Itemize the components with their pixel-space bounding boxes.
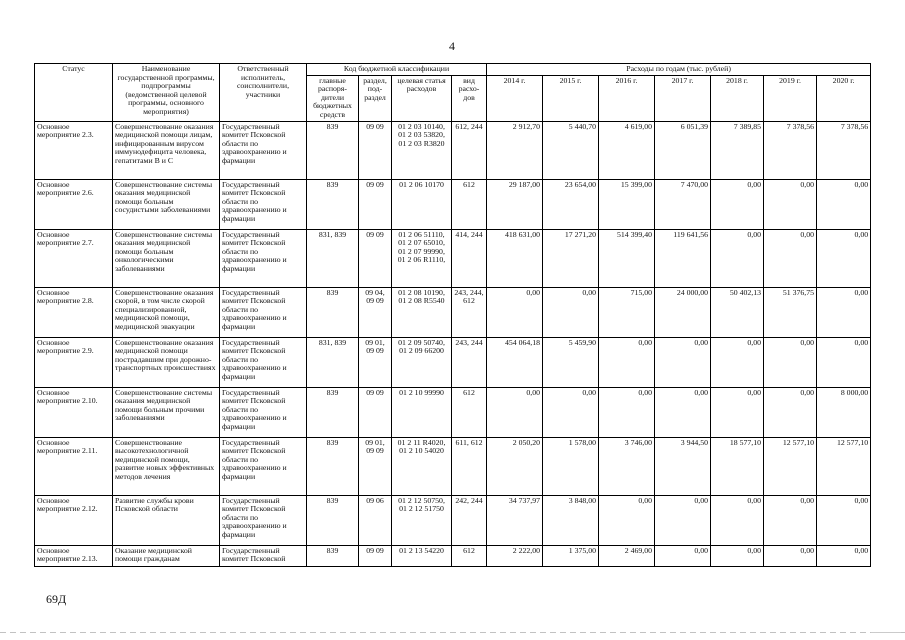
cell-2020: 0,00 <box>817 337 871 387</box>
header-section: раздел, под-раздел <box>359 75 392 121</box>
cell-grbs: 839 <box>307 121 359 179</box>
cell-name: Совершенствование системы оказания медицинской помощи больным прочими заболеваниями <box>113 387 220 437</box>
cell-2017: 119 641,56 <box>655 229 711 287</box>
table-row <box>35 437 871 495</box>
cell-2017: 0,00 <box>655 495 711 545</box>
table-row <box>35 229 871 287</box>
cell-2020: 0,00 <box>817 495 871 545</box>
cell-2017: 3 944,50 <box>655 437 711 495</box>
cell-2019: 7 378,56 <box>764 121 817 179</box>
table-row <box>35 495 871 545</box>
header-status: Статус <box>35 64 113 122</box>
footer-mark: 69Д <box>46 592 67 606</box>
cell-2018: 0,00 <box>711 229 764 287</box>
header-budget-code: Код бюджетной классификации <box>307 64 487 76</box>
table-row <box>35 121 871 179</box>
cell-2019: 0,00 <box>764 179 817 229</box>
header-year: 2017 г. <box>655 75 711 121</box>
cell-grbs: 831, 839 <box>307 229 359 287</box>
cell-2018: 0,00 <box>711 495 764 545</box>
cell-grbs: 839 <box>307 387 359 437</box>
cell-type: 612 <box>452 545 487 566</box>
cell-grbs: 839 <box>307 437 359 495</box>
cell-name: Оказание медицинской помощи гражданам <box>113 545 220 566</box>
cell-2018: 0,00 <box>711 387 764 437</box>
cell-target: 01 2 08 10190, 01 2 08 R5540 <box>392 287 452 337</box>
table-row <box>35 179 871 229</box>
cell-target: 01 2 09 50740, 01 2 09 66200 <box>392 337 452 387</box>
cell-target: 01 2 11 R4020, 01 2 10 54020 <box>392 437 452 495</box>
cell-2020: 8 000,00 <box>817 387 871 437</box>
page-number: 4 <box>449 39 455 53</box>
cell-2018: 7 389,85 <box>711 121 764 179</box>
cell-status: Основное мероприятие 2.7. <box>35 229 113 287</box>
cell-section: 09 04, 09 09 <box>359 287 392 337</box>
cell-target: 01 2 13 54220 <box>392 545 452 566</box>
cell-status: Основное мероприятие 2.6. <box>35 179 113 229</box>
header-year: 2018 г. <box>711 75 764 121</box>
cell-2020: 0,00 <box>817 229 871 287</box>
table-row <box>35 387 871 437</box>
header-year: 2014 г. <box>487 75 543 121</box>
cell-status: Основное мероприятие 2.10. <box>35 387 113 437</box>
cell-2016: 15 399,00 <box>599 179 655 229</box>
cell-2018: 0,00 <box>711 545 764 566</box>
cell-target: 01 2 10 99990 <box>392 387 452 437</box>
cell-2015: 1 375,00 <box>543 545 599 566</box>
cell-grbs: 839 <box>307 545 359 566</box>
cell-executor: Государственный комитет Псковской <box>220 545 307 566</box>
cell-2020: 0,00 <box>817 287 871 337</box>
cell-target: 01 2 03 10140, 01 2 03 53820, 01 2 03 R3820 <box>392 121 452 179</box>
cell-executor: Государственный комитет Псковской области по здравоохранению и фармации <box>220 437 307 495</box>
cell-name: Совершенствование оказания медицинской помощи лицам, инфицированным вирусом иммунодефицита человека, гепатитами B и C <box>113 121 220 179</box>
cell-2019: 0,00 <box>764 495 817 545</box>
header-expenses: Расходы по годам (тыс. рублей) <box>487 64 871 76</box>
cell-2020: 7 378,56 <box>817 121 871 179</box>
cell-executor: Государственный комитет Псковской области по здравоохранению и фармации <box>220 121 307 179</box>
cell-2019: 0,00 <box>764 337 817 387</box>
cell-2014: 0,00 <box>487 387 543 437</box>
cell-2016: 715,00 <box>599 287 655 337</box>
cell-name: Совершенствование системы оказания медицинской помощи больным сосудистыми заболеваниями <box>113 179 220 229</box>
table-row <box>35 545 871 566</box>
cell-2014: 2 222,00 <box>487 545 543 566</box>
header-type: вид расхо-дов <box>452 75 487 121</box>
cell-section: 09 09 <box>359 229 392 287</box>
cell-status: Основное мероприятие 2.11. <box>35 437 113 495</box>
cell-2019: 12 577,10 <box>764 437 817 495</box>
header-executor: Ответственный исполнитель, соисполнители, участники <box>220 64 307 122</box>
cell-executor: Государственный комитет Псковской области по здравоохранению и фармации <box>220 387 307 437</box>
cell-type: 612 <box>452 179 487 229</box>
cell-2014: 418 631,00 <box>487 229 543 287</box>
header-target: целевая статья расходов <box>392 75 452 121</box>
cell-2016: 3 746,00 <box>599 437 655 495</box>
cell-2020: 0,00 <box>817 545 871 566</box>
cell-2017: 0,00 <box>655 545 711 566</box>
cell-type: 612, 244 <box>452 121 487 179</box>
cell-2019: 0,00 <box>764 545 817 566</box>
cell-name: Развитие службы крови Псковской области <box>113 495 220 545</box>
cell-2014: 2 050,20 <box>487 437 543 495</box>
cell-2019: 0,00 <box>764 229 817 287</box>
cell-2017: 24 000,00 <box>655 287 711 337</box>
cell-type: 611, 612 <box>452 437 487 495</box>
cell-type: 414, 244 <box>452 229 487 287</box>
cell-2015: 0,00 <box>543 287 599 337</box>
header-year: 2020 г. <box>817 75 871 121</box>
cell-status: Основное мероприятие 2.13. <box>35 545 113 566</box>
cell-section: 09 01, 09 09 <box>359 337 392 387</box>
cell-2018: 18 577,10 <box>711 437 764 495</box>
cell-status: Основное мероприятие 2.9. <box>35 337 113 387</box>
cell-2015: 17 271,20 <box>543 229 599 287</box>
cell-2016: 0,00 <box>599 337 655 387</box>
cell-section: 09 09 <box>359 387 392 437</box>
cell-2017: 7 470,00 <box>655 179 711 229</box>
cell-type: 612 <box>452 387 487 437</box>
cell-2016: 0,00 <box>599 387 655 437</box>
header-grbs: главные распоря-дители бюджетных средств <box>307 75 359 121</box>
cell-2014: 454 064,18 <box>487 337 543 387</box>
cell-2014: 2 912,70 <box>487 121 543 179</box>
cell-2018: 0,00 <box>711 179 764 229</box>
cell-target: 01 2 06 10170 <box>392 179 452 229</box>
cell-2015: 23 654,00 <box>543 179 599 229</box>
cell-grbs: 839 <box>307 287 359 337</box>
cell-executor: Государственный комитет Псковской области по здравоохранению и фармации <box>220 287 307 337</box>
cell-grbs: 839 <box>307 495 359 545</box>
cell-section: 09 09 <box>359 121 392 179</box>
cell-2017: 6 051,39 <box>655 121 711 179</box>
cell-2016: 4 619,00 <box>599 121 655 179</box>
cell-grbs: 839 <box>307 179 359 229</box>
cell-executor: Государственный комитет Псковской области по здравоохранению и фармации <box>220 179 307 229</box>
cell-section: 09 06 <box>359 495 392 545</box>
budget-table <box>34 63 871 567</box>
cell-target: 01 2 12 50750, 01 2 12 51750 <box>392 495 452 545</box>
cell-status: Основное мероприятие 2.12. <box>35 495 113 545</box>
scan-tick <box>871 632 901 633</box>
cell-2015: 1 578,00 <box>543 437 599 495</box>
cell-executor: Государственный комитет Псковской области по здравоохранению и фармации <box>220 337 307 387</box>
cell-executor: Государственный комитет Псковской области по здравоохранению и фармации <box>220 229 307 287</box>
cell-2020: 0,00 <box>817 179 871 229</box>
cell-2020: 12 577,10 <box>817 437 871 495</box>
cell-type: 243, 244, 612 <box>452 287 487 337</box>
header-year: 2016 г. <box>599 75 655 121</box>
cell-2017: 0,00 <box>655 387 711 437</box>
cell-2016: 0,00 <box>599 495 655 545</box>
cell-name: Совершенствование оказания скорой, в том числе скорой специализированной, медицинской помощи, медицинской эвакуации <box>113 287 220 337</box>
cell-status: Основное мероприятие 2.3. <box>35 121 113 179</box>
cell-2018: 50 402,13 <box>711 287 764 337</box>
cell-name: Совершенствование оказания медицинской помощи пострадавшим при дорожно-транспортных происшествиях <box>113 337 220 387</box>
cell-2014: 34 737,97 <box>487 495 543 545</box>
header-year: 2019 г. <box>764 75 817 121</box>
cell-2015: 3 848,00 <box>543 495 599 545</box>
cell-type: 243, 244 <box>452 337 487 387</box>
cell-2014: 0,00 <box>487 287 543 337</box>
cell-status: Основное мероприятие 2.8. <box>35 287 113 337</box>
cell-2016: 2 469,00 <box>599 545 655 566</box>
cell-grbs: 831, 839 <box>307 337 359 387</box>
cell-2019: 51 376,75 <box>764 287 817 337</box>
cell-executor: Государственный комитет Псковской области по здравоохранению и фармации <box>220 495 307 545</box>
header-name: Наименование государственной программы, подпрограммы (ведомственной целевой программы, основного мероприятия) <box>113 64 220 122</box>
cell-name: Совершенствование системы оказания медицинской помощи больным онкологическими заболеваниями <box>113 229 220 287</box>
cell-section: 09 09 <box>359 179 392 229</box>
cell-2019: 0,00 <box>764 387 817 437</box>
cell-2014: 29 187,00 <box>487 179 543 229</box>
cell-2015: 5 459,90 <box>543 337 599 387</box>
cell-2017: 0,00 <box>655 337 711 387</box>
table-header <box>35 64 871 122</box>
table-row <box>35 337 871 387</box>
cell-2016: 514 399,40 <box>599 229 655 287</box>
cell-2015: 0,00 <box>543 387 599 437</box>
header-year: 2015 г. <box>543 75 599 121</box>
cell-name: Совершенствование высокотехнологичной медицинской помощи, развитие новых эффективных методов лечения <box>113 437 220 495</box>
table-row <box>35 287 871 337</box>
cell-type: 242, 244 <box>452 495 487 545</box>
cell-section: 09 09 <box>359 545 392 566</box>
cell-2015: 5 440,70 <box>543 121 599 179</box>
cell-2018: 0,00 <box>711 337 764 387</box>
cell-target: 01 2 06 51110, 01 2 07 65010, 01 2 07 99990, 01 2 06 R1110, <box>392 229 452 287</box>
cell-section: 09 01, 09 09 <box>359 437 392 495</box>
scan-edge-line <box>0 632 905 633</box>
